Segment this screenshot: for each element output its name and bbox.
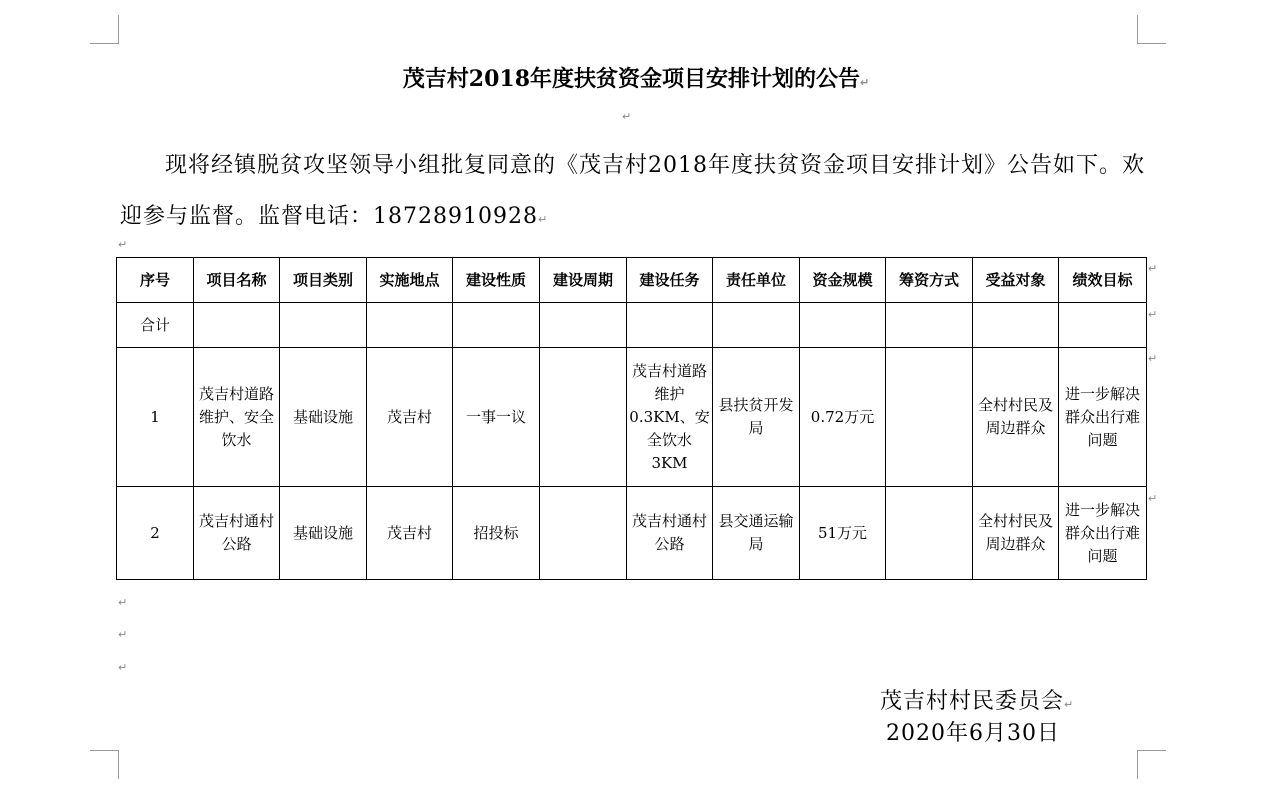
cell-period	[540, 487, 627, 580]
cell-task: 茂吉村通村公路	[627, 487, 713, 580]
page-corner-bottom-right	[1137, 750, 1166, 779]
cell-nature: 一事一议	[453, 348, 540, 487]
header-cell: 责任单位	[713, 258, 800, 303]
header-cell: 资金规模	[800, 258, 886, 303]
cell-unit: 县扶贫开发局	[713, 348, 800, 487]
cell-task: 茂吉村道路维护0.3KM、安全饮水3KM	[627, 348, 713, 487]
table-cell	[453, 303, 540, 348]
paragraph-mark: ↵	[118, 661, 128, 674]
cell-location: 茂吉村	[367, 348, 453, 487]
cell-no: 1	[117, 348, 194, 487]
page-corner-top-right	[1137, 15, 1166, 44]
table-cell	[1059, 303, 1147, 348]
paragraph-mark: ↵	[118, 628, 128, 641]
cell-location: 茂吉村	[367, 487, 453, 580]
header-cell: 序号	[117, 258, 194, 303]
table-cell	[367, 303, 453, 348]
table-cell	[886, 303, 973, 348]
row-end-mark: ↵	[1148, 262, 1158, 275]
header-cell: 项目类别	[280, 258, 367, 303]
project-table[interactable]	[116, 257, 1147, 580]
header-cell: 筹资方式	[886, 258, 973, 303]
paragraph-mark: ↵	[622, 110, 632, 123]
table-row-total	[117, 303, 1147, 348]
intro-paragraph[interactable]: 现将经镇脱贫攻坚领导小组批复同意的《茂吉村2018年度扶贫资金项目安排计划》公告如下。欢迎参与监督。监督电话：18728910928↵	[120, 153, 1145, 229]
table-cell	[800, 303, 886, 348]
cell-period	[540, 348, 627, 487]
cell-financing	[886, 487, 973, 580]
header-cell: 项目名称	[194, 258, 280, 303]
total-label-cell: 合计	[117, 303, 194, 348]
cell-no: 2	[117, 487, 194, 580]
page-corner-bottom-left	[90, 750, 119, 779]
table-row	[117, 348, 1147, 487]
cell-name: 茂吉村通村公路	[194, 487, 280, 580]
signature-date[interactable]: 2020年6月30日	[886, 721, 1060, 746]
cell-beneficiary: 全村村民及周边群众	[973, 348, 1059, 487]
table-cell	[280, 303, 367, 348]
table-header-row	[117, 258, 1147, 303]
document-title[interactable]: 茂吉村2018年度扶贫资金项目安排计划的公告↵	[402, 66, 870, 92]
cell-nature: 招投标	[453, 487, 540, 580]
header-cell: 受益对象	[973, 258, 1059, 303]
cell-beneficiary: 全村村民及周边群众	[973, 487, 1059, 580]
signature-org[interactable]: 茂吉村村民委员会↵	[880, 689, 1075, 714]
table-cell	[713, 303, 800, 348]
cell-category: 基础设施	[280, 487, 367, 580]
table-cell	[627, 303, 713, 348]
cell-goal: 进一步解决群众出行难问题	[1059, 348, 1147, 487]
header-cell: 绩效目标	[1059, 258, 1147, 303]
page-corner-top-left	[90, 15, 119, 44]
row-end-mark: ↵	[1148, 492, 1158, 505]
header-cell: 实施地点	[367, 258, 453, 303]
paragraph-mark: ↵	[118, 596, 128, 609]
cell-financing	[886, 348, 973, 487]
cell-name: 茂吉村道路维护、安全饮水	[194, 348, 280, 487]
cell-funds: 51万元	[800, 487, 886, 580]
row-end-mark: ↵	[1148, 308, 1158, 321]
cell-unit: 县交通运输局	[713, 487, 800, 580]
row-end-mark: ↵	[1148, 352, 1158, 365]
table-cell	[973, 303, 1059, 348]
header-cell: 建设周期	[540, 258, 627, 303]
table-cell	[540, 303, 627, 348]
cell-funds: 0.72万元	[800, 348, 886, 487]
header-cell: 建设任务	[627, 258, 713, 303]
header-cell: 建设性质	[453, 258, 540, 303]
paragraph-mark: ↵	[118, 238, 128, 251]
cell-category: 基础设施	[280, 348, 367, 487]
cell-goal: 进一步解决群众出行难问题	[1059, 487, 1147, 580]
table-cell	[194, 303, 280, 348]
table-row	[117, 487, 1147, 580]
